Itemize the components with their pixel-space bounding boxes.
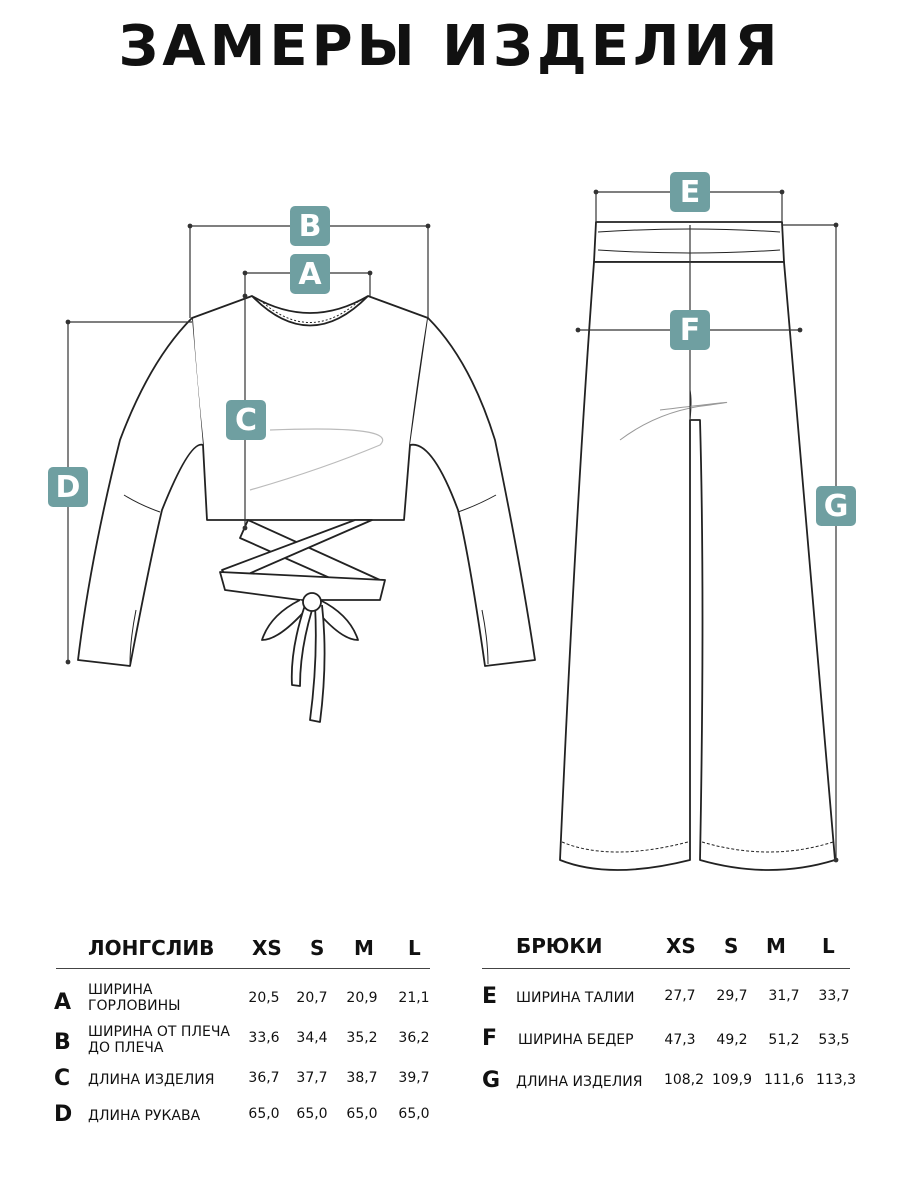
value-s: 49,2 (716, 1032, 748, 1048)
table-row (54, 980, 432, 1024)
size-s: S (310, 936, 325, 960)
size-l: L (408, 936, 421, 960)
value-l: 113,3 (815, 1072, 857, 1088)
size-xs: XS (252, 936, 282, 960)
table-row (54, 1024, 432, 1068)
value-xs: 36,7 (248, 1070, 280, 1086)
badge-c: C (226, 400, 266, 440)
badge-a: A (290, 254, 330, 294)
table-row (482, 1068, 866, 1112)
row-letter: G (482, 1068, 501, 1093)
value-xs: 20,5 (248, 990, 280, 1006)
value-l: 36,2 (398, 1030, 430, 1046)
value-m: 65,0 (346, 1106, 378, 1122)
badge-g: G (816, 486, 856, 526)
table-header (482, 934, 866, 970)
value-l: 65,0 (398, 1106, 430, 1122)
row-letter: C (54, 1066, 71, 1091)
value-l: 53,5 (818, 1032, 850, 1048)
table-row (54, 1102, 432, 1146)
value-s: 109,9 (711, 1072, 753, 1088)
row-label: ДЛИНА ИЗДЕЛИЯ (516, 1074, 643, 1090)
value-l: 39,7 (398, 1070, 430, 1086)
value-l: 33,7 (818, 988, 850, 1004)
badge-b: B (290, 206, 330, 246)
value-s: 37,7 (296, 1070, 328, 1086)
row-label: ШИРИНА ТАЛИИ (516, 990, 635, 1006)
value-l: 21,1 (398, 990, 430, 1006)
table-heading: ЛОНГСЛИВ (88, 936, 215, 960)
value-m: 111,6 (763, 1072, 805, 1088)
value-m: 35,2 (346, 1030, 378, 1046)
row-label: ШИРИНА ГОРЛОВИНЫ (88, 982, 181, 1014)
size-xs: XS (666, 934, 696, 958)
table-heading: БРЮКИ (516, 934, 603, 958)
value-m: 38,7 (346, 1070, 378, 1086)
table-row (482, 984, 866, 1028)
value-xs: 108,2 (663, 1072, 705, 1088)
value-xs: 33,6 (248, 1030, 280, 1046)
value-s: 20,7 (296, 990, 328, 1006)
value-xs: 27,7 (664, 988, 696, 1004)
badge-d: D (48, 467, 88, 507)
table-header (54, 936, 432, 972)
row-letter: D (54, 1102, 73, 1127)
row-letter: B (54, 1030, 71, 1055)
value-s: 29,7 (716, 988, 748, 1004)
size-m: M (766, 934, 786, 958)
size-s: S (724, 934, 739, 958)
longsleeve-size-table (54, 936, 432, 1136)
row-label: ШИРИНА БЕДЕР (518, 1032, 634, 1048)
value-s: 65,0 (296, 1106, 328, 1122)
row-label: ДЛИНА РУКАВА (88, 1108, 201, 1124)
value-xs: 47,3 (664, 1032, 696, 1048)
row-letter: F (482, 1026, 498, 1051)
row-letter: E (482, 984, 498, 1009)
badge-f: F (670, 310, 710, 350)
divider (56, 968, 430, 969)
value-xs: 65,0 (248, 1106, 280, 1122)
value-s: 34,4 (296, 1030, 328, 1046)
divider (482, 968, 850, 969)
row-label: ДЛИНА ИЗДЕЛИЯ (88, 1072, 215, 1088)
row-letter: A (54, 990, 72, 1015)
value-m: 31,7 (768, 988, 800, 1004)
size-l: L (822, 934, 835, 958)
longsleeve-drawing (78, 296, 535, 722)
row-label: ШИРИНА ОТ ПЛЕЧА ДО ПЛЕЧА (88, 1024, 231, 1056)
table-row (482, 1026, 866, 1070)
value-m: 20,9 (346, 990, 378, 1006)
trousers-size-table (482, 934, 866, 1104)
size-m: M (354, 936, 374, 960)
badge-e: E (670, 172, 710, 212)
value-m: 51,2 (768, 1032, 800, 1048)
page-title: ЗАМЕРЫ ИЗДЕЛИЯ (118, 14, 782, 79)
